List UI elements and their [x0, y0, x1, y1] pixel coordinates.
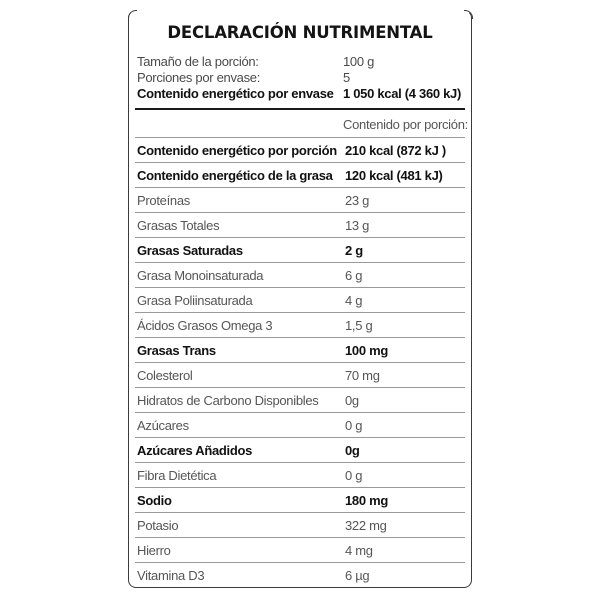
- nutrient-row: [135, 362, 465, 387]
- servings-per-container-label: Porciones por envase:: [137, 70, 261, 85]
- nutrient-label: Grasas Saturadas: [137, 242, 243, 258]
- section-divider: [135, 108, 465, 110]
- nutrient-row: [135, 487, 465, 512]
- nutrient-value: 13 g: [345, 217, 370, 233]
- nutrient-label: Azúcares: [137, 417, 189, 433]
- panel-corner-top-left: [128, 10, 137, 19]
- nutrient-value: 0 g: [345, 417, 363, 433]
- nutrient-row: [135, 187, 465, 212]
- nutrient-label: Ácidos Grasos Omega 3: [137, 317, 273, 333]
- nutrient-label: Fibra Dietética: [137, 467, 217, 483]
- servings-per-container-value: 5: [343, 70, 350, 85]
- nutrient-row: [135, 312, 465, 337]
- nutrient-row: [135, 162, 465, 187]
- serving-info: [137, 54, 465, 102]
- nutrient-label: Sodio: [137, 492, 172, 508]
- panel-title: DECLARACIÓN NUTRIMENTAL: [167, 23, 433, 42]
- nutrient-value: 180 mg: [345, 492, 389, 508]
- nutrient-value: 322 mg: [345, 517, 387, 533]
- nutrient-row: [135, 387, 465, 412]
- nutrient-label: Colesterol: [137, 367, 193, 383]
- nutrient-row: [135, 512, 465, 537]
- nutrient-row: [135, 412, 465, 437]
- nutrient-value: 6 µg: [345, 567, 370, 583]
- energy-per-container-row: [137, 86, 465, 102]
- energy-per-container-label: Contenido energético por envase: [137, 86, 334, 101]
- serving-size-row: [137, 54, 465, 70]
- nutrient-label: Grasa Poliinsaturada: [137, 292, 253, 308]
- nutrient-row: [135, 237, 465, 262]
- nutrient-value: 6 g: [345, 267, 363, 283]
- energy-per-container-value: 1 050 kcal (4 360 kJ): [343, 86, 462, 101]
- nutrient-label: Azúcares Añadidos: [137, 442, 253, 458]
- nutrient-value: 0 g: [345, 467, 363, 483]
- nutrient-row: [135, 462, 465, 487]
- nutrient-label: Hidratos de Carbono Disponibles: [137, 392, 319, 408]
- nutrient-value: 4 mg: [345, 542, 373, 558]
- nutrient-label: Hierro: [137, 542, 171, 558]
- nutrient-value: 4 g: [345, 292, 363, 308]
- nutrient-label: Proteínas: [137, 192, 190, 208]
- nutrient-label: Vitamina D3: [137, 567, 205, 583]
- nutrient-value: 23 g: [345, 192, 370, 208]
- nutrient-row: [135, 337, 465, 362]
- servings-per-container-row: [137, 70, 465, 86]
- nutrition-facts-panel: [128, 10, 472, 588]
- nutrient-value: 1,5 g: [345, 317, 373, 333]
- nutrient-row: [135, 212, 465, 237]
- nutrient-label: Potasio: [137, 517, 179, 533]
- serving-size-value: 100 g: [343, 54, 375, 69]
- nutrient-value: 2 g: [345, 242, 363, 258]
- nutrient-value: 120 kcal (481 kJ): [345, 167, 443, 183]
- nutrient-value: 0g: [345, 392, 359, 408]
- serving-size-label: Tamaño de la porción:: [137, 54, 259, 69]
- nutrient-label: Contenido energético de la grasa: [137, 167, 333, 183]
- nutrient-row: [135, 562, 465, 587]
- nutrient-row: [135, 137, 465, 162]
- nutrient-row: [135, 262, 465, 287]
- nutrient-value: 0g: [345, 442, 360, 458]
- nutrient-value: 100 mg: [345, 342, 389, 358]
- nutrient-label: Grasa Monoinsaturada: [137, 267, 264, 283]
- nutrient-value: 210 kcal (872 kJ ): [345, 142, 446, 158]
- nutrient-label: Grasas Trans: [137, 342, 216, 358]
- nutrient-label: Contenido energético por porción: [137, 142, 337, 158]
- nutrient-value: 70 mg: [345, 367, 380, 383]
- nutrient-row: [135, 537, 465, 562]
- panel-corner-top-right: [464, 10, 473, 19]
- nutrient-row: [135, 437, 465, 462]
- per-serving-column-header: Contenido por porción:: [343, 117, 468, 132]
- nutrient-label: Grasas Totales: [137, 217, 220, 233]
- nutrient-row: [135, 287, 465, 312]
- nutrient-table: [135, 137, 465, 587]
